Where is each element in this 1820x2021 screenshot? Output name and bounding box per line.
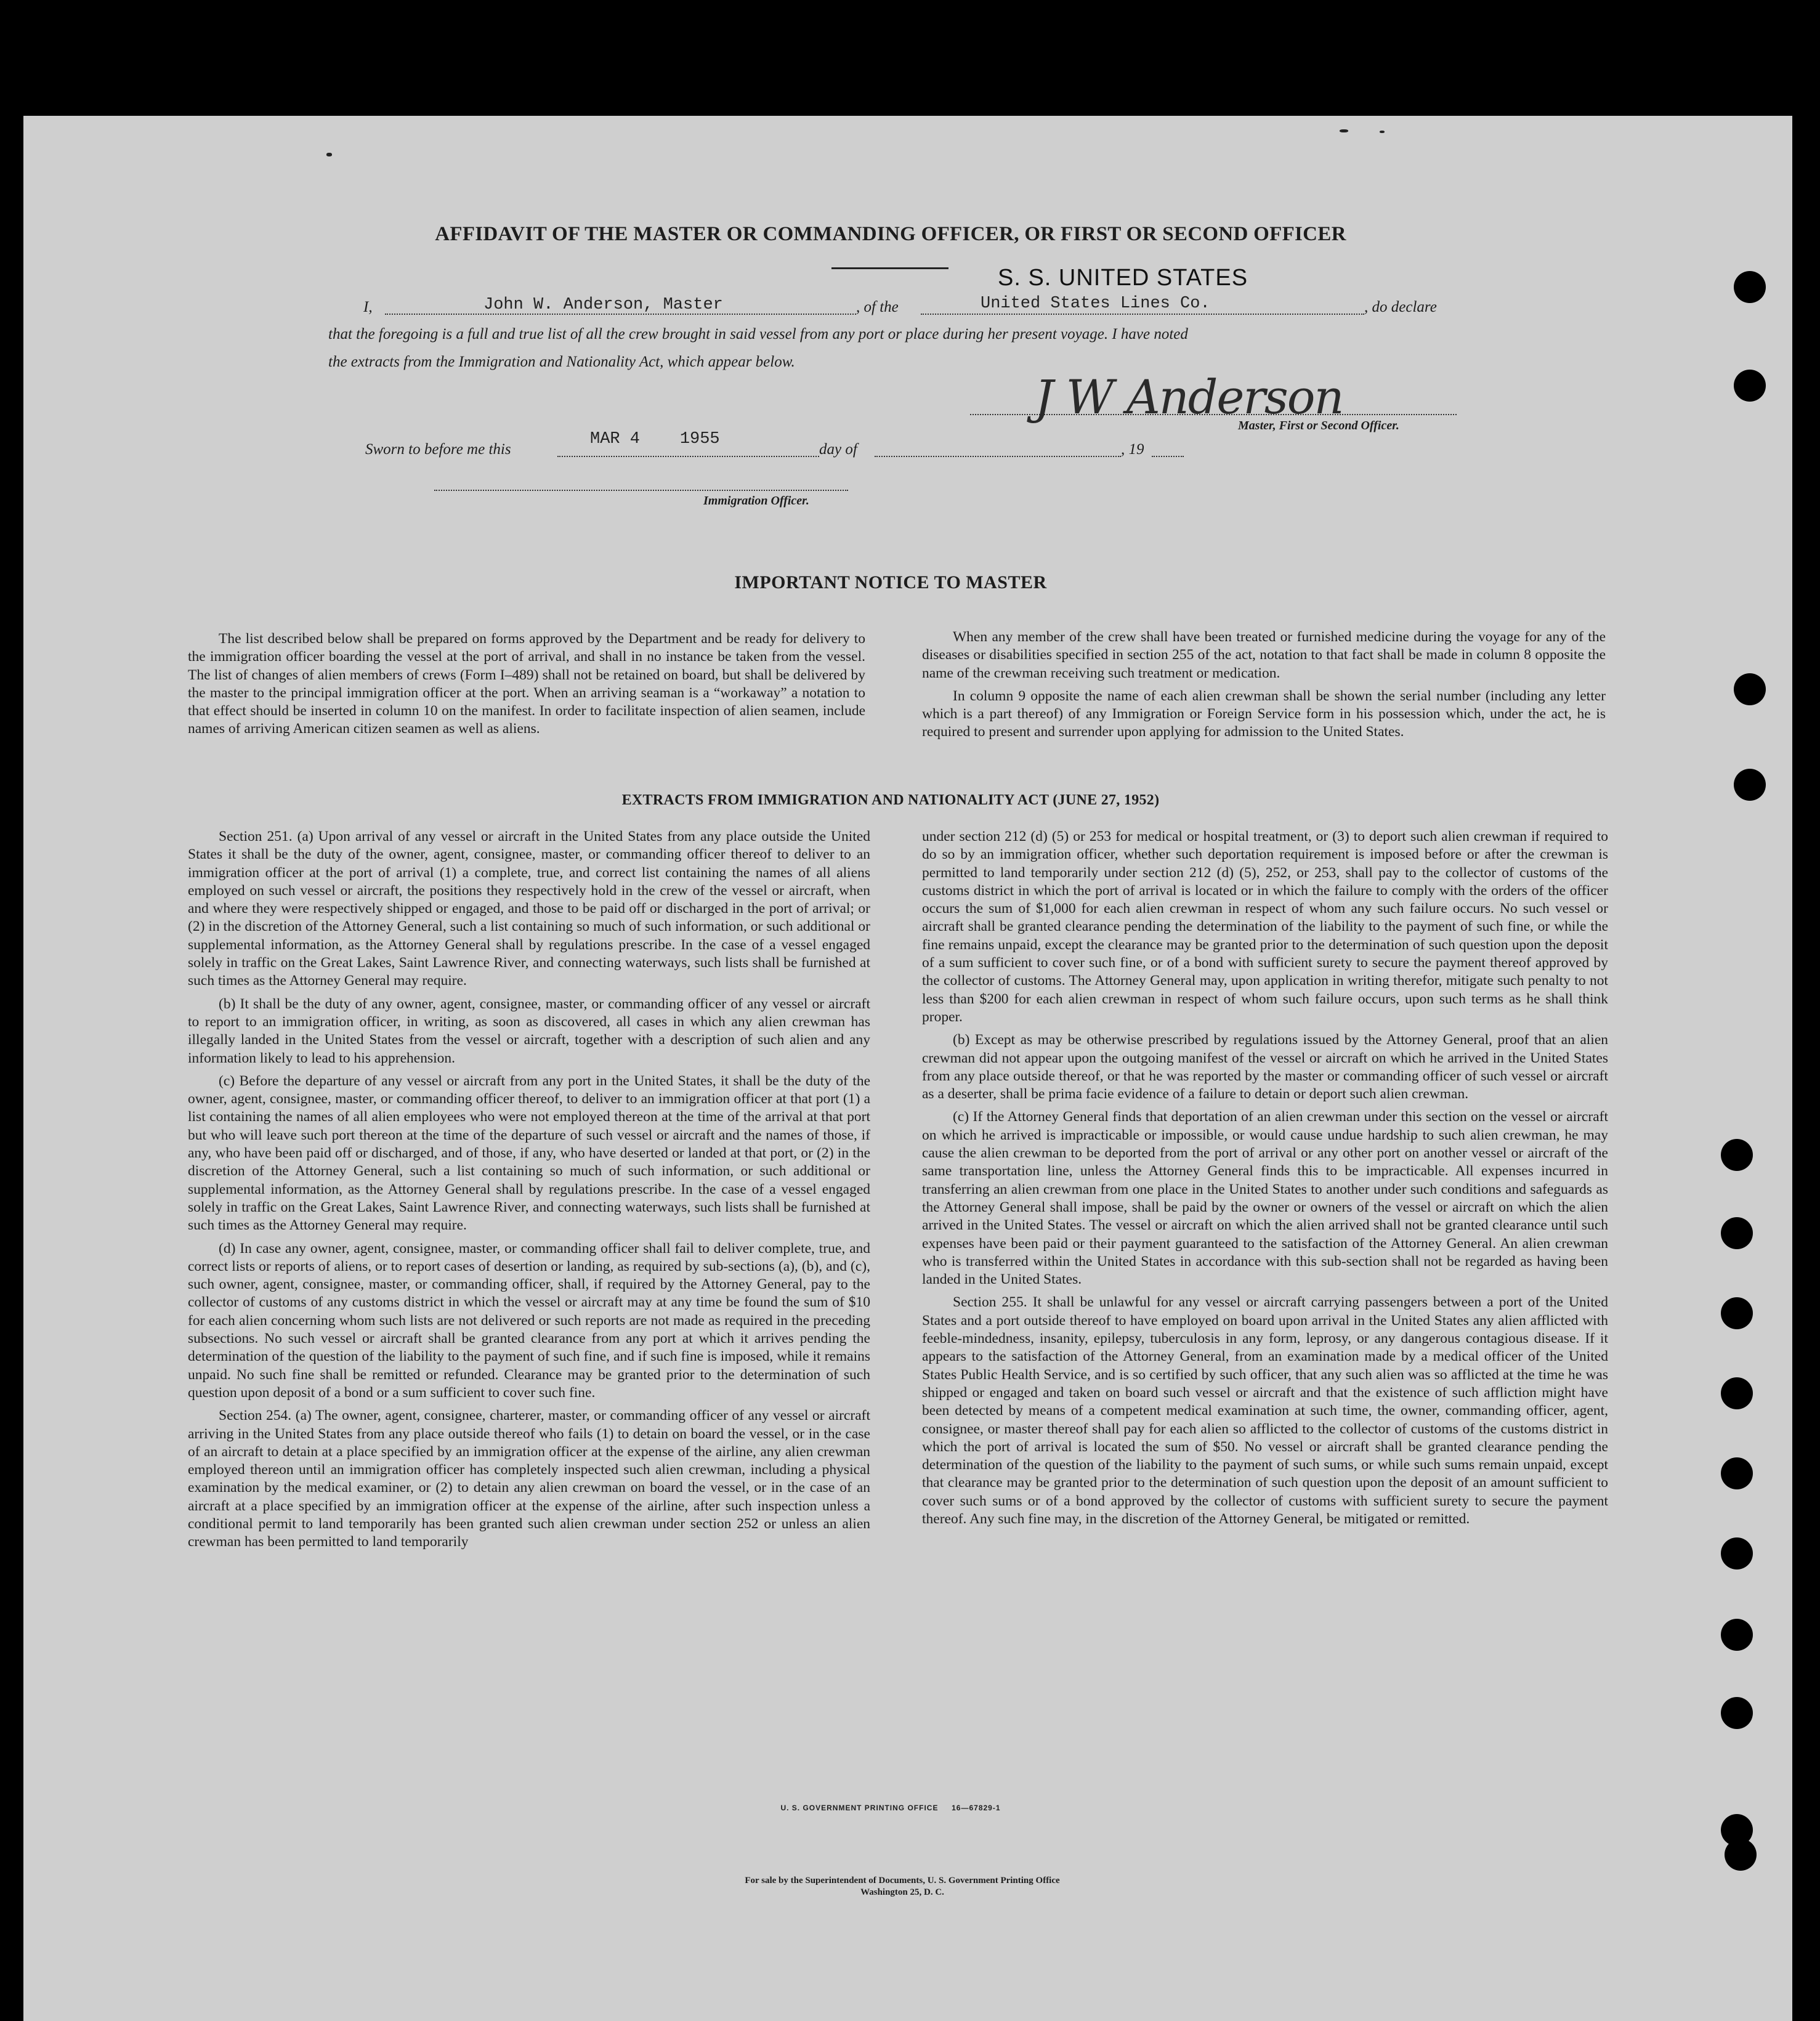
speck	[326, 153, 332, 156]
speck	[1380, 131, 1385, 133]
sale-notice	[0, 1875, 1805, 1898]
vessel-name-field[interactable]: United States Lines Co.	[981, 294, 1210, 313]
punch-hole	[1721, 1537, 1753, 1569]
affidavit-extracts-note: the extracts from the Immigration and Nationality Act, which appear below.	[328, 354, 795, 370]
punch-hole	[1721, 1697, 1753, 1729]
do-declare-label: , do declare	[1364, 299, 1437, 315]
extract-paragraph: Section 251. (a) Upon arrival of any vessel or aircraft in the United States from any place outside the United States it shall be the duty of the owner, agent, consignee, master, or commanding officer thereof to deliver to an immigration officer at the port of arrival (1) a complete, true, and correct list containing the names of all aliens employed on such vessel or aircraft, the positions they respectively hold in the crew of the vessel or aircraft, when and where they were respectively shipped or engaged, and those to be paid off or discharged in the port of arrival; or (2) in the discretion of the Attorney General, such a list containing so much of such information, or such additional or supplemental information, as the Attorney General shall by regulations prescribe. In the case of a vessel engaged solely in traffic on the Great Lakes, Saint Lawrence River, and connecting waterways, such lists shall be furnished at such times as the Attorney General may require.	[188, 828, 870, 989]
month-line	[875, 456, 1121, 457]
extract-paragraph: (d) In case any owner, agent, consignee, master, or commanding officer shall fail to deliver complete, true, and correct lists or reports of aliens, or to report cases of desertion or landing, as required by sub-sections (a), (b), and (c), such owner, agent, consignee, master, or commanding officer, shall, if required by the Attorney General, pay to the collector of customs of any customs district in which the vessel or aircraft may at any time be found the sum of $10 for each alien concerning whom such lists are not delivered or such reports are not made as required in the preceding subsections. No such vessel or aircraft shall be granted clearance from any port at which it arrives pending the determination of the question of the liability to the payment of such fine, and if such fine is imposed, while it remains unpaid. No such fine shall be remitted or refunded. Clearance may be granted prior to the determination of such question upon deposit of a bond or a sum sufficient to cover such fine.	[188, 1240, 870, 1401]
extract-paragraph: Section 254. (a) The owner, agent, consignee, charterer, master, or commanding officer of any vessel or aircraft arriving in the United States from any place outside thereof who fails (1) to detain on board the vessel, or in the case of an aircraft to detain at a place specified by an immigration officer at the expense of the airline, any alien crewman employed thereon until an immigration officer has completely inspected such alien crewman, including a physical examination by the medical examiner, or (2) to detain any alien crewman on board the vessel, or in the case of an aircraft at a place specified by an immigration officer at the expense of the airline, after such inspection unless a conditional permit to land temporarily has been granted such alien crewman under section 252 or unless an alien crewman has been permitted to land temporarily	[188, 1407, 870, 1550]
officer-signature-line	[434, 490, 848, 491]
speck	[1340, 129, 1348, 132]
extracts-title: EXTRACTS FROM IMMIGRATION AND NATIONALITY ACT (JUNE 27, 1952)	[621, 792, 1160, 808]
notice-right-column	[922, 628, 1606, 747]
punch-hole	[1721, 1457, 1753, 1489]
master-title-label: Master, First or Second Officer.	[1238, 419, 1399, 432]
punch-hole	[1734, 370, 1766, 402]
officer-label: Immigration Officer.	[703, 494, 809, 508]
notice-paragraph: When any member of the crew shall have been treated or furnished medicine during the voyage for any of the diseases or disabilities specified in section 255 of the act, notation to that fact shall be made in column 8 opposite the name of the crewman receiving such treatment or medication.	[922, 629, 1606, 681]
day-of-label: day of	[819, 441, 857, 458]
punch-hole	[1721, 1217, 1753, 1249]
punch-hole	[1734, 673, 1766, 705]
punch-hole	[1721, 1377, 1753, 1409]
extract-paragraph: (c) If the Attorney General finds that deportation of an alien crewman under this section on the vessel or aircraft on which he arrived is impracticable or impossible, or would cause undue hardship to such alien crewman, he may cause the alien crewman to be deported from the port of arrival or any other port on another vessel or aircraft of the same transportation line, unless the Attorney General finds this to be impracticable. All expenses incurred in transferring an alien crewman from one place in the United States to another under such conditions and safeguards as the Attorney General shall impose, shall be paid by the owner or owners of the vessel or aircraft on which the alien arrived in the United States. The vessel or aircraft on which the alien arrived shall not be granted clearance until such expenses have been paid or their payment guaranteed to the satisfaction of the Attorney General. An alien crewman who is transferred within the United States in accordance with this sub-section shall not be regarded as having been landed in the United States.	[922, 1109, 1608, 1288]
extracts-left-column	[188, 828, 870, 1557]
sale-notice-line: For sale by the Superintendent of Documents, U. S. Government Printing Office	[745, 1876, 1060, 1885]
notice-left-column	[188, 630, 865, 743]
punch-hole	[1721, 1139, 1753, 1171]
punch-hole	[1734, 271, 1766, 303]
sworn-date-line	[557, 456, 819, 457]
extract-paragraph: under section 212 (d) (5) or 253 for medical or hospital treatment, or (3) to deport such alien crewman if required to do so by an immigration officer, whether such deportation requirement is imposed before or after the crewman is permitted to land temporarily under section 212 (d) (5), 252, or 253, shall pay to the collector of customs of the customs district in which the port of arrival is located or in which the failure to comply with the orders of the officer occurs the sum of $1,000 for each alien crewman in respect of whom any such failure occurs. No such vessel or aircraft shall be granted clearance pending the determination of the liability to the payment of such fine, or while the fine remains unpaid, except the clearance may be granted prior to the determination of such question upon the deposit of a sum sufficient to cover such fine, or of a bond with sufficient surety to secure the payment thereof approved by the collector of customs. The Attorney General may, upon application in writing therefor, mitigate such penalty to not less than $200 for each alien crewman in respect of whom such failure occurs, upon such terms as he shall think proper.	[922, 828, 1608, 1025]
title-underline	[831, 267, 948, 269]
punch-hole	[1725, 1839, 1757, 1871]
extracts-right-column	[922, 828, 1608, 1533]
affidavit-title: AFFIDAVIT OF THE MASTER OR COMMANDING OFFICER, OR FIRST OR SECOND OFFICER	[435, 223, 1346, 245]
vessel-line	[921, 314, 1364, 315]
extract-paragraph: (b) It shall be the duty of any owner, agent, consignee, master, or commanding officer of any vessel or aircraft to report to an immigration officer, in writing, as soon as discovered, all cases in which any alien crewman has illegally landed in the United States from the vessel or aircraft, together with a description of such alien and any information likely to lead to his apprehension.	[188, 995, 870, 1066]
extract-paragraph: (b) Except as may be otherwise prescribed by regulations issued by the Attorney General, proof that an alien crewman did not appear upon the outgoing manifest of the vessel or aircraft on which he arrived in the United States from any place outside thereof, or that he was reported by the master or commanding officer of such vessel or aircraft as a deserter, shall be prima facie evidence of a failure to detain or deport such alien crewman.	[922, 1032, 1608, 1103]
declarant-prefix: I,	[363, 299, 373, 315]
notice-paragraph: The list described below shall be prepared on forms approved by the Department and be ready for delivery to the immigration officer boarding the vessel at the port of arrival, and shall in no instance be taken from the vessel. The list of changes of alien members of crews (Form I–489) shall not be retained on board, but shall be delivered by the master to the principal immigration officer at the port. When an arriving seaman is a “workaway” a notation to that effect should be inserted in column 10 on the manifest. In order to facilitate inspection of alien seamen, include names of arriving American citizen seamen as well as aliens.	[188, 631, 865, 737]
notice-paragraph: In column 9 opposite the name of each alien crewman shall be shown the serial number (including any letter which is a part thereof) of any Immigration or Foreign Service form in his possession which, under the act, he is required to present and surrender upon applying for admission to the United States.	[922, 687, 1606, 740]
vessel-stamp: S. S. UNITED STATES	[998, 265, 1248, 291]
sale-notice-line: Washington 25, D. C.	[860, 1887, 944, 1897]
affidavit-statement: that the foregoing is a full and true list of all the crew brought in said vessel from any port or place during her present voyage. I have noted	[328, 326, 1188, 342]
year-line	[1152, 456, 1184, 457]
sworn-prefix: Sworn to before me this	[365, 441, 511, 458]
extract-paragraph: Section 255. It shall be unlawful for any vessel or aircraft carrying passengers between a port of the United States and a port outside thereof to have employed on board upon arrival in the United States any alien afflicted with feeble-mindedness, insanity, epilepsy, tuberculosis in any form, leprosy, or any dangerous contagious disease. If it appears to the satisfaction of the Attorney General, from an examination made by a medical officer of the United States Public Health Service, and is so certified by such officer, that any such alien was so afflicted at the time he was shipped or engaged and taken on board such vessel or aircraft and that the existence of such affliction might have been detected by means of a competent medical examination at such time, the owner, commanding officer, agent, consignee, or master thereof shall pay for each alien so afflicted to the collector of customs of the customs district in which the port of arrival is located the sum of $50. No vessel or aircraft shall be granted clearance pending the determination of the question of the liability to the payment of such sums, or while such sums remain unpaid, except that clearance may be granted prior to the determination of such question upon the deposit of an amount sufficient to cover such sums or of a bond approved by the collector of customs with sufficient surety to secure the payment thereof. Any such fine may, in the discretion of the Attorney General, be mitigated or remitted.	[922, 1294, 1608, 1527]
year-label: , 19	[1121, 441, 1144, 458]
master-signature: J W Anderson	[1035, 370, 1343, 424]
extract-paragraph: (c) Before the departure of any vessel or aircraft from any port in the United States, it shall be the duty of the owner, agent, consignee, master, or commanding officer thereof, to deliver to an immigration officer at that port (1) a list containing the names of all alien employees who were not employed thereon at the time of the arrival at that port but who will leave such port thereon at the time of the departure of such vessel or aircraft and the names of those, if any, who have been paid off or discharged, and of those, if any, who have deserted or landed at that port, or (2) in the discretion of the Attorney General, such a list containing so much of such information, or such additional or supplemental information, as the Attorney General shall by regulations prescribe. In the case of a vessel engaged solely in traffic on the Great Lakes, Saint Lawrence River, and connecting waterways, such lists shall be furnished at such times as the Attorney General may require.	[188, 1072, 870, 1234]
punch-hole	[1721, 1619, 1753, 1651]
sworn-date-field[interactable]: MAR 4 1955	[590, 430, 720, 448]
master-name-field[interactable]: John W. Anderson, Master	[483, 296, 723, 314]
punch-hole	[1721, 1297, 1753, 1329]
notice-title: IMPORTANT NOTICE TO MASTER	[734, 572, 1047, 593]
gpo-imprint: U. S. GOVERNMENT PRINTING OFFICE 16—67829-1	[780, 1804, 1001, 1812]
of-the-label: , of the	[856, 299, 899, 315]
